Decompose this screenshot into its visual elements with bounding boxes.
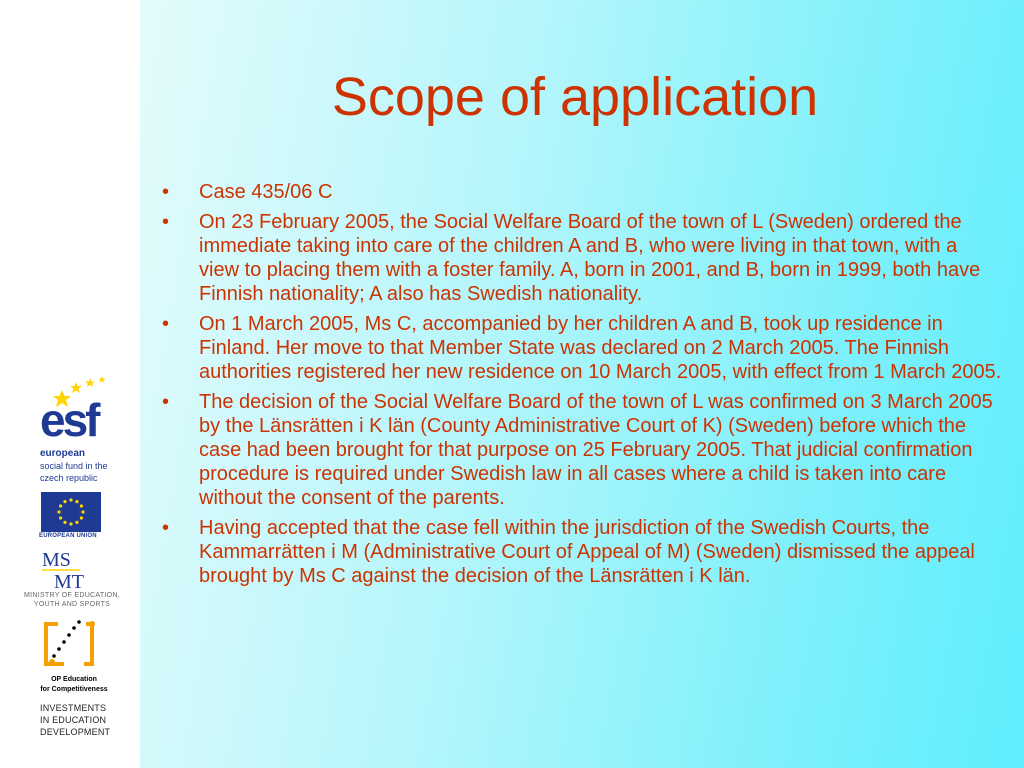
esf-line-european: european — [40, 448, 86, 459]
slide-title: Scope of application — [331, 67, 819, 127]
svg-text:MT: MT — [54, 571, 84, 590]
eu-flag — [41, 492, 101, 532]
bullet-item — [162, 390, 1002, 510]
msmt-logo-icon — [40, 548, 100, 590]
eu-caption: EUROPEAN UNION — [39, 533, 97, 539]
op-line-1: OP Education — [51, 676, 97, 683]
bullet-text: Having accepted that the case fell within the jurisdiction of the Swedish Courts, the Kammarrätten i M (Administrative Court of Appeal of M) (Sweden) dismissed the appeal brought by Ms C against the decision of the Länsrätten i K län. — [199, 517, 975, 587]
op-education-caption — [18, 675, 130, 695]
bullet-list — [162, 180, 1002, 594]
bullet-text: The decision of the Social Welfare Board of the town of L was confirmed on 3 March 2005 by the Länsrätten i K län (County Administrative Court of K) (Sweden) before which the case had been brought for that purpose on 25 February 2005. That judicial confirmation procedure is required under Swedish law in all cases where a child is taken into care without the consent of the parents. — [199, 391, 993, 509]
bullet-item — [162, 180, 1002, 204]
bullet-text: Case 435/06 C — [199, 181, 333, 203]
investments-line-3: DEVELOPMENT — [40, 727, 111, 737]
bullet-icon: • — [162, 517, 170, 539]
investments-line-2: IN EDUCATION — [40, 715, 107, 725]
investments-caption — [40, 702, 140, 738]
msmt-caption — [8, 591, 136, 609]
bullet-item — [162, 312, 1002, 384]
msmt-line-2: YOUTH AND SPORTS — [33, 601, 111, 608]
esf-line-social-fund: social fund in the — [40, 461, 108, 471]
bullet-icon: • — [162, 313, 170, 335]
bullet-text: On 1 March 2005, Ms C, accompanied by her children A and B, took up residence in Finland. Her move to that Member State was declared on 2 March 2005. The Finnish authorities registered her new residence on 10 March 2005, with effect from 1 March 2005. — [199, 313, 1002, 383]
op-education-logo-icon — [42, 616, 100, 670]
eu-stars-icon — [41, 492, 101, 532]
esf-line-country: czech republic — [40, 473, 98, 483]
bullet-icon: • — [162, 181, 170, 203]
bullet-item — [162, 210, 1002, 306]
bullet-icon: • — [162, 211, 170, 233]
esf-wordmark: esf — [40, 394, 98, 446]
op-line-2: for Competitiveness — [40, 686, 108, 693]
investments-line-1: INVESTMENTS — [40, 703, 107, 713]
bullet-icon: • — [162, 391, 170, 413]
msmt-line-1: MINISTRY OF EDUCATION, — [23, 592, 121, 599]
svg-text:MS: MS — [42, 549, 71, 571]
bullet-item — [162, 516, 1002, 588]
bullet-text: On 23 February 2005, the Social Welfare Board of the town of L (Sweden) ordered the immediate taking into care of the children A and B, who were living in that town, with a view to placing them with a foster family. A, born in 2001, and B, born in 1999, both have Finnish nationality; A also has Swedish nationality. — [199, 211, 981, 305]
